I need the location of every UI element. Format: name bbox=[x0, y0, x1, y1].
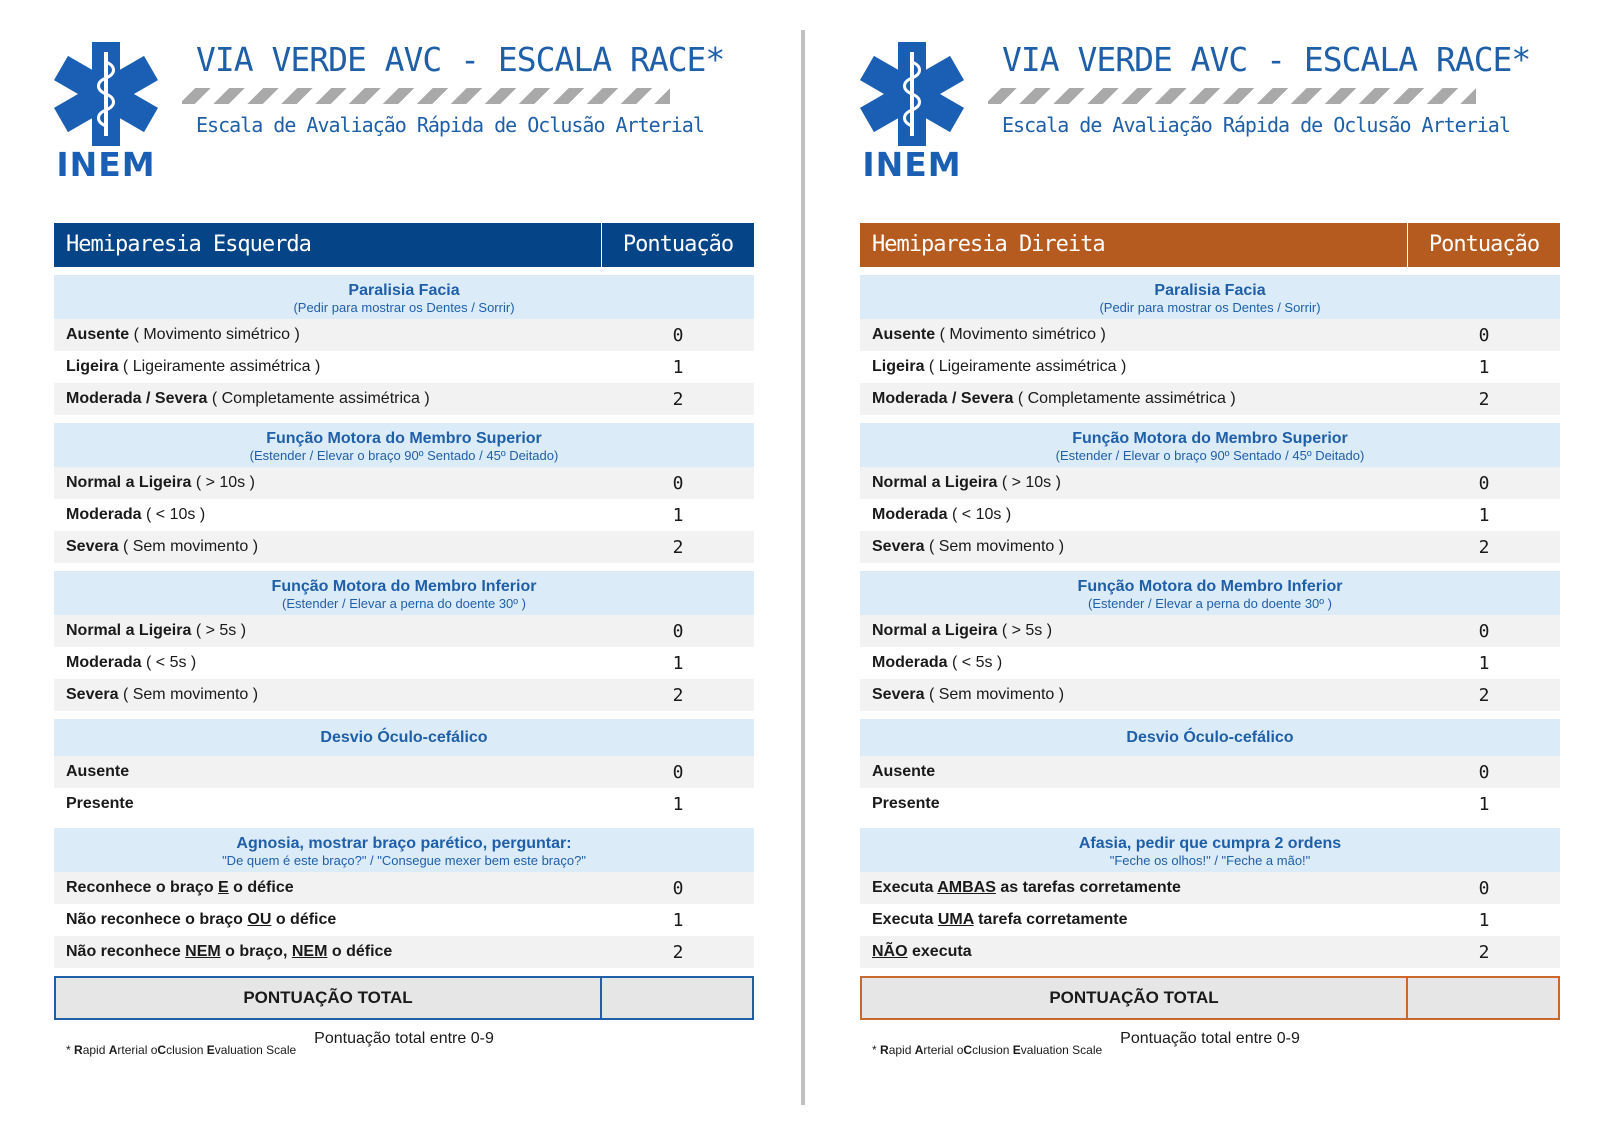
total-label: PONTUAÇÃO TOTAL bbox=[862, 978, 1408, 1018]
row-score: 1 bbox=[1478, 652, 1490, 674]
table-row: Executa AMBAS as tarefas corretamente 0 bbox=[860, 872, 1560, 904]
section-subtitle: (Estender / Elevar a perna do doente 30º ) bbox=[282, 596, 526, 611]
section-subtitle: (Estender / Elevar a perna do doente 30º ) bbox=[1088, 596, 1332, 611]
hazard-stripe bbox=[182, 88, 670, 104]
table-row: Executa UMA tarefa corretamente 1 bbox=[860, 904, 1560, 936]
section-gaze bbox=[54, 719, 754, 820]
table-row: Não reconhece NEM o braço, NEM o défice 2 bbox=[54, 936, 754, 968]
row-score: 2 bbox=[1478, 684, 1490, 706]
table-row: Ausente 0 bbox=[54, 756, 754, 788]
section-title: Função Motora do Membro Superior bbox=[266, 430, 542, 447]
table-row: Não reconhece o braço OU o défice 1 bbox=[54, 904, 754, 936]
inem-logo-text: INEM bbox=[56, 145, 156, 184]
section-subtitle: (Estender / Elevar o braço 90º Sentado / 45º Deitado) bbox=[249, 448, 559, 463]
section-lower-limb bbox=[54, 571, 754, 711]
card-hemiparesia-esquerda bbox=[54, 0, 754, 1131]
section-lower-limb bbox=[860, 571, 1560, 711]
table-row: Severa ( Sem movimento ) 2 bbox=[54, 531, 754, 563]
footnote: * Rapid Arterial oCclusion Evaluation Scale bbox=[872, 1043, 1103, 1057]
row-score: 1 bbox=[672, 793, 684, 815]
table-row: Ausente 0 bbox=[860, 756, 1560, 788]
row-score: 1 bbox=[1478, 793, 1490, 815]
row-score: 1 bbox=[672, 652, 684, 674]
total-score-row bbox=[860, 976, 1560, 1020]
table-heading: Hemiparesia Direita bbox=[860, 223, 1408, 267]
row-score: 0 bbox=[672, 472, 684, 494]
section-title: Função Motora do Membro Inferior bbox=[1077, 578, 1343, 595]
section-title: Desvio Óculo-cefálico bbox=[1126, 729, 1294, 746]
row-score: 2 bbox=[672, 388, 684, 410]
page-title: VIA VERDE AVC - ESCALA RACE* bbox=[1002, 40, 1531, 79]
section-subtitle: "De quem é este braço?" / "Consegue mexer bem este braço?" bbox=[222, 853, 586, 868]
row-score: 2 bbox=[1478, 941, 1490, 963]
page-title: VIA VERDE AVC - ESCALA RACE* bbox=[196, 40, 725, 79]
table-row: Normal a Ligeira ( > 10s ) 0 bbox=[54, 467, 754, 499]
row-score: 2 bbox=[1478, 536, 1490, 558]
table-row: Moderada ( < 5s ) 1 bbox=[54, 647, 754, 679]
table-row: Ausente ( Movimento simétrico ) 0 bbox=[860, 319, 1560, 351]
row-score: 0 bbox=[1478, 620, 1490, 642]
table-row: Reconhece o braço E o défice 0 bbox=[54, 872, 754, 904]
table-row: Severa ( Sem movimento ) 2 bbox=[54, 679, 754, 711]
table-row: Normal a Ligeira ( > 5s ) 0 bbox=[54, 615, 754, 647]
table-row: Presente 1 bbox=[54, 788, 754, 820]
section-subtitle: (Estender / Elevar o braço 90º Sentado / 45º Deitado) bbox=[1055, 448, 1365, 463]
section-title: Agnosia, mostrar braço parético, perguntar: bbox=[236, 835, 572, 852]
table-row: Ligeira ( Ligeiramente assimétrica ) 1 bbox=[860, 351, 1560, 383]
row-score: 0 bbox=[1478, 761, 1490, 783]
table-row: Moderada / Severa ( Completamente assimétrica ) 2 bbox=[860, 383, 1560, 415]
table-row: Moderada ( < 10s ) 1 bbox=[860, 499, 1560, 531]
row-score: 1 bbox=[672, 356, 684, 378]
section-title: Função Motora do Membro Superior bbox=[1072, 430, 1348, 447]
section-title: Função Motora do Membro Inferior bbox=[271, 578, 537, 595]
table-row: Normal a Ligeira ( > 10s ) 0 bbox=[860, 467, 1560, 499]
section-gaze bbox=[860, 719, 1560, 820]
total-label: PONTUAÇÃO TOTAL bbox=[56, 978, 602, 1018]
section-title: Afasia, pedir que cumpra 2 ordens bbox=[1078, 835, 1342, 852]
table-row: Moderada ( < 10s ) 1 bbox=[54, 499, 754, 531]
row-score: 2 bbox=[672, 684, 684, 706]
section-title: Paralisia Facia bbox=[1154, 282, 1266, 299]
race-table-right bbox=[860, 223, 1560, 1048]
section-aphasia bbox=[860, 828, 1560, 968]
score-column-header: Pontuação bbox=[622, 232, 734, 257]
score-column-header: Pontuação bbox=[1428, 232, 1540, 257]
row-score: 0 bbox=[672, 324, 684, 346]
section-subtitle: "Feche os olhos!" / "Feche a mão!" bbox=[1109, 853, 1311, 868]
page-subtitle: Escala de Avaliação Rápida de Oclusão Arterial bbox=[196, 113, 704, 137]
row-score: 0 bbox=[1478, 324, 1490, 346]
row-score: 1 bbox=[1478, 356, 1490, 378]
section-agnosia bbox=[54, 828, 754, 968]
hazard-stripe bbox=[988, 88, 1476, 104]
table-row: Severa ( Sem movimento ) 2 bbox=[860, 679, 1560, 711]
table-row: Severa ( Sem movimento ) 2 bbox=[860, 531, 1560, 563]
table-row: Ausente ( Movimento simétrico ) 0 bbox=[54, 319, 754, 351]
table-row: Ligeira ( Ligeiramente assimétrica ) 1 bbox=[54, 351, 754, 383]
row-score: 2 bbox=[1478, 388, 1490, 410]
total-score-row bbox=[54, 976, 754, 1020]
table-row: Moderada / Severa ( Completamente assimétrica ) 2 bbox=[54, 383, 754, 415]
table-header bbox=[54, 223, 754, 267]
row-score: 0 bbox=[672, 761, 684, 783]
card-hemiparesia-direita bbox=[860, 0, 1560, 1131]
row-score: 1 bbox=[672, 504, 684, 526]
row-score: 1 bbox=[672, 909, 684, 931]
inem-logo-text: INEM bbox=[862, 145, 962, 184]
race-table-left bbox=[54, 223, 754, 1048]
section-upper-limb bbox=[860, 423, 1560, 563]
page-divider bbox=[801, 30, 805, 1105]
table-row: NÃO executa 2 bbox=[860, 936, 1560, 968]
section-upper-limb bbox=[54, 423, 754, 563]
section-title: Desvio Óculo-cefálico bbox=[320, 729, 488, 746]
section-title: Paralisia Facia bbox=[348, 282, 460, 299]
row-score: 1 bbox=[1478, 504, 1490, 526]
section-subtitle: (Pedir para mostrar os Dentes / Sorrir) bbox=[293, 300, 515, 315]
row-score: 1 bbox=[1478, 909, 1490, 931]
row-score: 2 bbox=[672, 941, 684, 963]
total-score-field[interactable] bbox=[602, 978, 752, 1018]
row-score: 0 bbox=[1478, 877, 1490, 899]
table-heading: Hemiparesia Esquerda bbox=[54, 223, 602, 267]
section-face bbox=[860, 275, 1560, 415]
table-row: Moderada ( < 5s ) 1 bbox=[860, 647, 1560, 679]
section-face bbox=[54, 275, 754, 415]
total-note: Pontuação total entre 0-9 bbox=[1120, 1030, 1300, 1047]
page-subtitle: Escala de Avaliação Rápida de Oclusão Arterial bbox=[1002, 113, 1510, 137]
table-row: Presente 1 bbox=[860, 788, 1560, 820]
table-header bbox=[860, 223, 1560, 267]
section-subtitle: (Pedir para mostrar os Dentes / Sorrir) bbox=[1099, 300, 1321, 315]
footnote: * Rapid Arterial oCclusion Evaluation Scale bbox=[66, 1043, 297, 1057]
row-score: 2 bbox=[672, 536, 684, 558]
total-note: Pontuação total entre 0-9 bbox=[314, 1030, 494, 1047]
table-row: Normal a Ligeira ( > 5s ) 0 bbox=[860, 615, 1560, 647]
total-score-field[interactable] bbox=[1408, 978, 1558, 1018]
row-score: 0 bbox=[672, 620, 684, 642]
row-score: 0 bbox=[1478, 472, 1490, 494]
row-score: 0 bbox=[672, 877, 684, 899]
